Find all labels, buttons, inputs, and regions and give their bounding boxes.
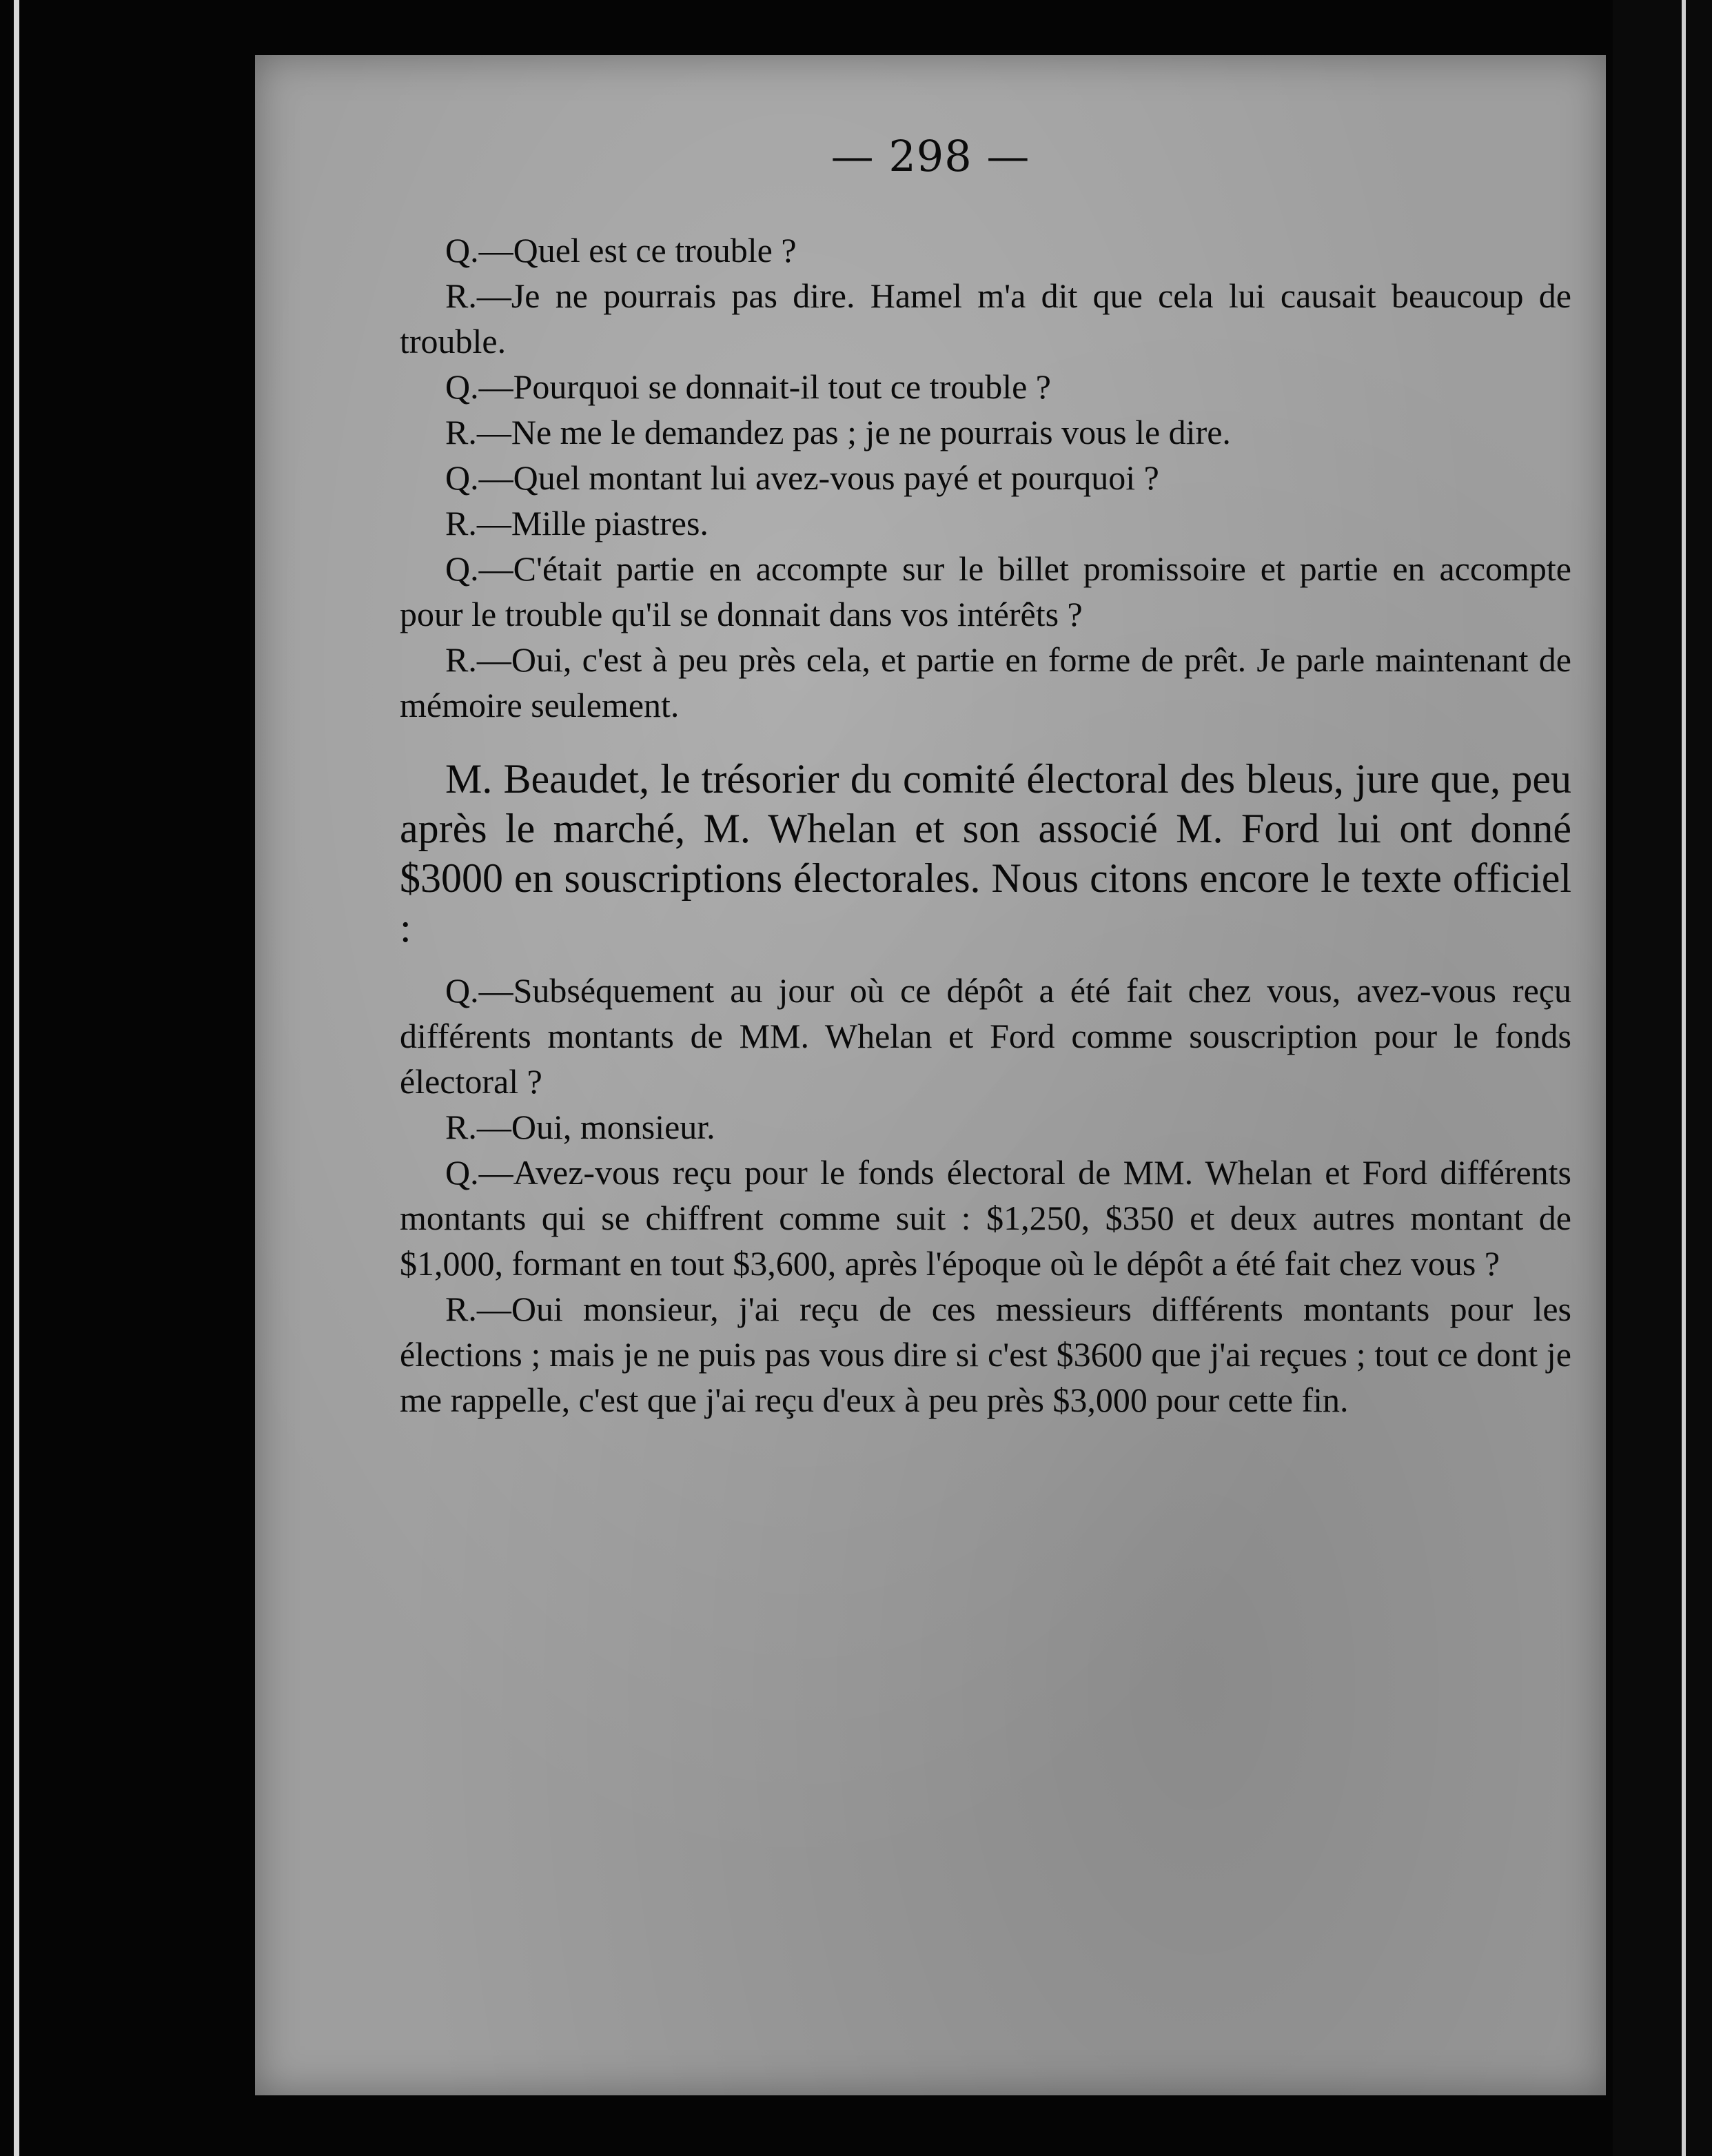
question-paragraph: Q.—Pourquoi se donnait-il tout ce trouble ? [445,367,1052,406]
answer-paragraph: R.—Ne me le demandez pas ; je ne pourrais vous le dire. [445,413,1231,451]
page-number: — 298 — [830,131,1030,181]
right-edge-stripe [1682,0,1686,2156]
question-paragraph: Q.—Avez-vous reçu pour le fonds électoral de MM. Whelan et Ford différents montants qui se chiffrent comme suit : $1,250, $350 et deux autres montant de $1,000, formant en tout $3,600, après l'époque où le dépôt a été fait chez vous ? [400,1153,1571,1283]
answer-paragraph: R.—Oui, c'est à peu près cela, et partie en forme de prêt. Je parle maintenant de mémoire seulement. [400,640,1571,724]
question-paragraph: Q.—Subséquement au jour où ce dépôt a été fait chez vous, avez-vous reçu différents montants de MM. Whelan et Ford comme souscription pour le fonds électoral ? [400,971,1571,1101]
book-page [255,55,1606,2095]
narrative-paragraph: M. Beaudet, le trésorier du comité électoral des bleus, jure que, peu après le marché, M. Whelan et son associé M. Ford lui ont donné $3000 en souscriptions électorales. Nous citons encore le texte officiel : [400,756,1571,950]
answer-paragraph: R.—Je ne pourrais pas dire. Hamel m'a dit que cela lui causait beaucoup de trouble. [400,276,1571,360]
question-paragraph: Q.—C'était partie en accompte sur le billet promissoire et partie en accompte pour le trouble qu'il se donnait dans vos intérêts ? [400,549,1571,633]
left-dark-margin [0,0,255,2156]
right-dark-margin [1613,0,1712,2156]
answer-paragraph: R.—Oui monsieur, j'ai reçu de ces messieurs différents montants pour les élections ; mais je ne puis pas vous dire si c'est $3600 que j'ai reçues ; tout ce dont je me rappelle, c'est que j'ai reçu d'eux à peu près $3,000 pour cette fin. [400,1290,1571,1419]
answer-paragraph: R.—Mille piastres. [445,504,709,542]
question-paragraph: Q.—Quel est ce trouble ? [445,231,797,270]
left-edge-stripe [14,0,19,2156]
answer-paragraph: R.—Oui, monsieur. [445,1108,715,1146]
question-paragraph: Q.—Quel montant lui avez-vous payé et pourquoi ? [445,458,1159,497]
page-text [400,227,1571,1423]
